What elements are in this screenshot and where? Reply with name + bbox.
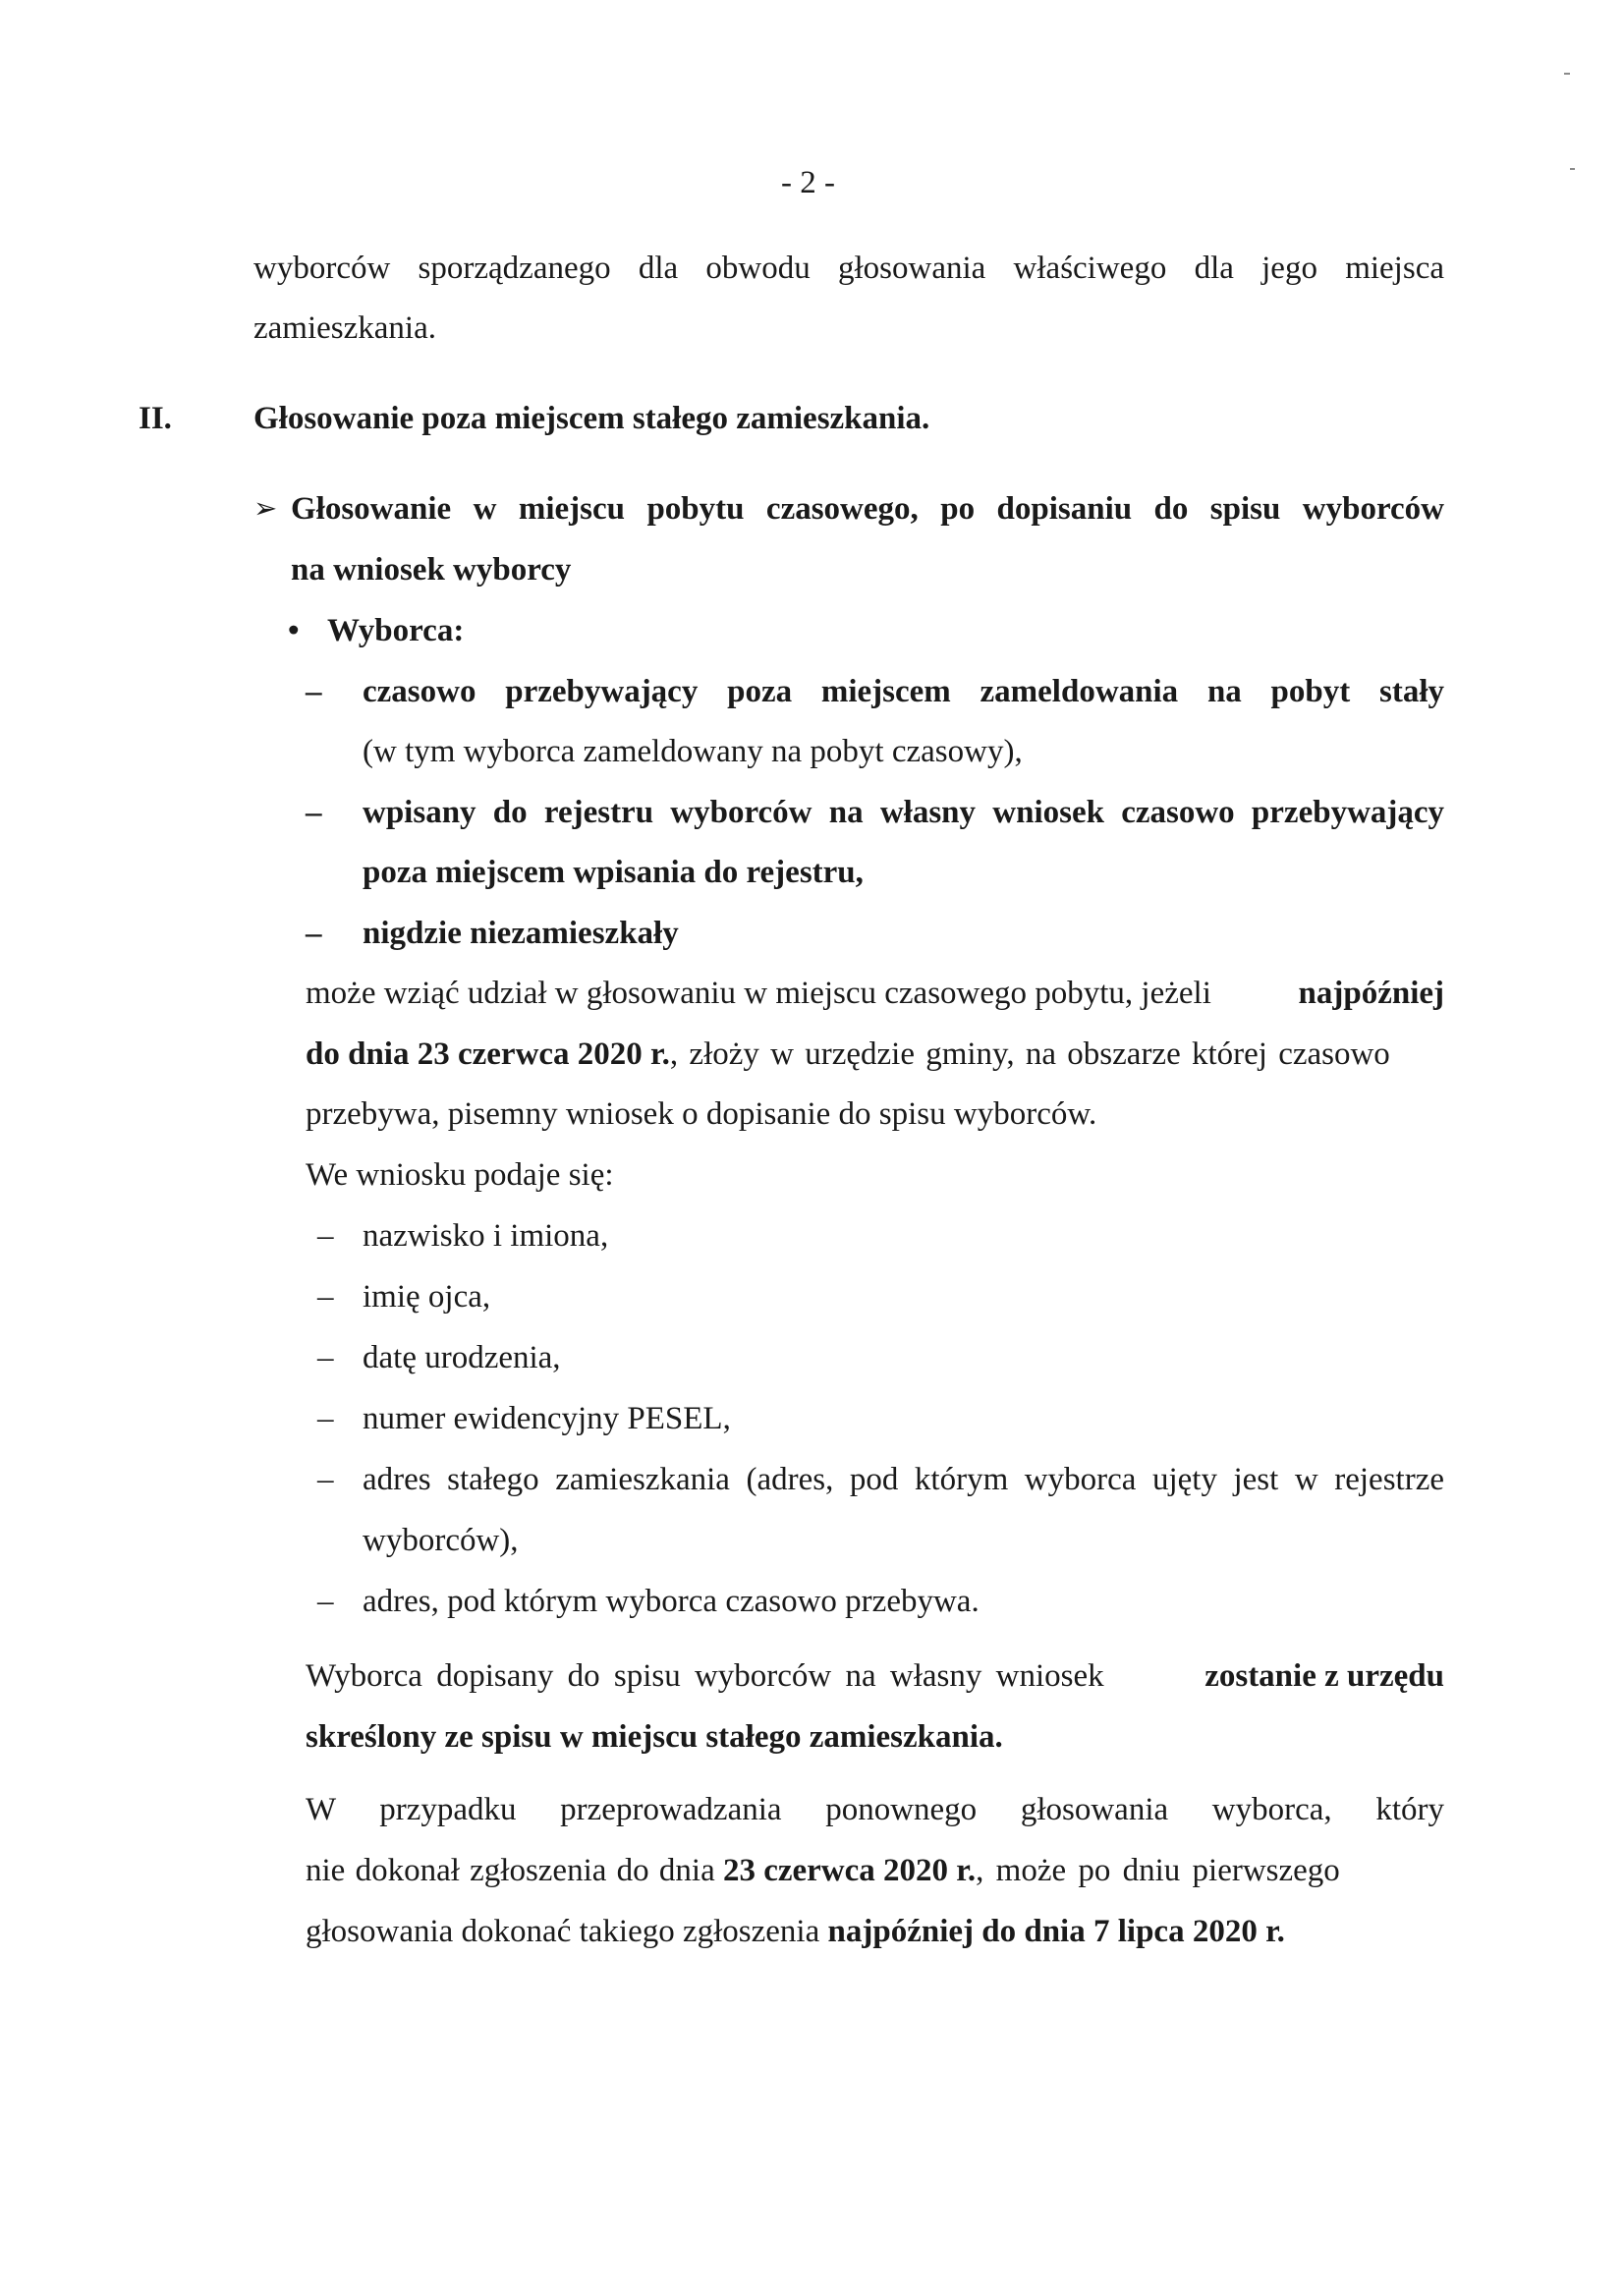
dash-marker: – (306, 795, 322, 830)
scan-speck (1564, 73, 1570, 75)
removal-line-1: Wyborca dopisany do spisu wyborców na własny wniosek zostanie z urzędu (306, 1658, 1444, 1694)
condition-line-3: przebywa, pisemny wniosek o dopisanie do spisu wyborców. (306, 1096, 1097, 1132)
application-item: numer ewidencyjny PESEL, (363, 1401, 731, 1436)
dash-marker: – (317, 1401, 334, 1436)
intro-line-2: zamieszkania. (253, 310, 436, 346)
voter-item-1-line-2: (w tym wyborca zameldowany na pobyt czasowy), (363, 734, 1023, 769)
application-item-address-line-1: adres stałego zamieszkania (adres, pod którym wyborca ujęty jest w rejestrze (363, 1462, 1444, 1497)
section-heading: Głosowanie poza miejscem stałego zamieszkania. (253, 401, 930, 436)
subsection-heading-line-2: na wniosek wyborcy (291, 552, 572, 588)
condition-line-2: do dnia 23 czerwca 2020 r. , złoży w urzędzie gminy, na obszarze której czasowo (306, 1036, 1390, 1072)
dash-marker: – (317, 1279, 334, 1315)
scan-speck (1570, 168, 1575, 170)
arrow-bullet: ➢ (253, 491, 278, 525)
voter-item-3: nigdzie niezamieszkały (363, 916, 679, 951)
voter-item-2-line-2: poza miejscem wpisania do rejestru, (363, 855, 864, 890)
application-item-address-line-2: wyborców), (363, 1523, 519, 1558)
voter-label: Wyborca: (327, 613, 465, 648)
dash-marker: – (317, 1584, 334, 1619)
repeat-line-1: W przypadku przeprowadzania ponownego głosowania wyborca, który (306, 1792, 1444, 1827)
page-number: - 2 - (781, 165, 835, 200)
condition-line-1: może wziąć udział w głosowaniu w miejscu czasowego pobytu, jeżeli najpóźniej (306, 976, 1444, 1011)
subsection-heading-line-1: Głosowanie w miejscu pobytu czasowego, po dopisaniu do spisu wyborców (291, 491, 1444, 527)
application-item: imię ojca, (363, 1279, 491, 1315)
voter-item-1-line-1: czasowo przebywający poza miejscem zameldowania na pobyt stały (363, 674, 1444, 709)
section-numeral: II. (139, 401, 172, 436)
round-bullet: • (288, 613, 300, 648)
repeat-line-3: głosowania dokonać takiego zgłoszenia najpóźniej do dnia 7 lipca 2020 r. (306, 1914, 1285, 1949)
application-intro: We wniosku podaje się: (306, 1157, 614, 1193)
dash-marker: – (317, 1218, 334, 1254)
application-item: datę urodzenia, (363, 1340, 561, 1375)
voter-item-2-line-1: wpisany do rejestru wyborców na własny wniosek czasowo przebywający (363, 795, 1445, 830)
removal-line-2: skreślony ze spisu w miejscu stałego zamieszkania. (306, 1719, 1003, 1755)
dash-marker: – (317, 1340, 334, 1375)
intro-line-1: wyborców sporządzanego dla obwodu głosowania właściwego dla jego miejsca (253, 251, 1444, 286)
dash-marker: – (317, 1462, 334, 1497)
application-item: adres, pod którym wyborca czasowo przebywa. (363, 1584, 980, 1619)
application-item: nazwisko i imiona, (363, 1218, 609, 1254)
dash-marker: – (306, 674, 322, 709)
repeat-line-2: nie dokonał zgłoszenia do dnia 23 czerwca 2020 r. , może po dniu pierwszego (306, 1853, 1340, 1888)
dash-marker: – (306, 916, 322, 951)
